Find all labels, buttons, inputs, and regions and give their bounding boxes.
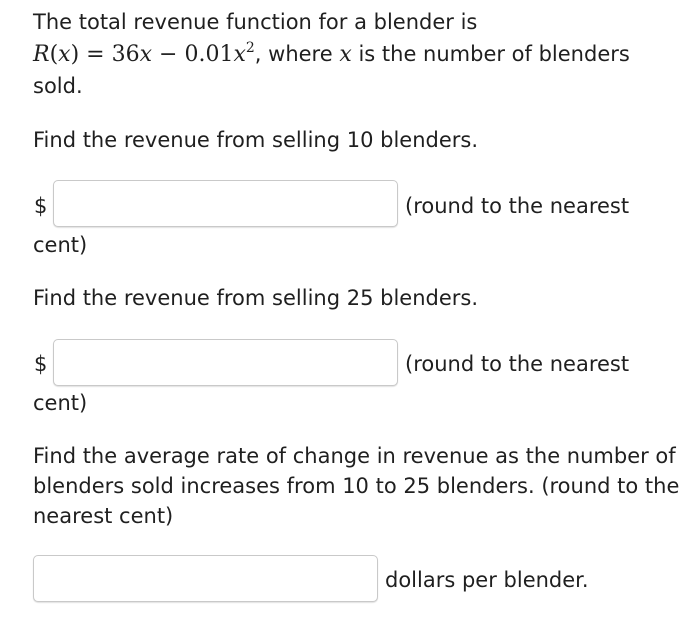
- q3-prompt-line-3: nearest cent): [33, 504, 174, 528]
- q3-prompt-line-1: Find the average rate of change in revenue as the number of: [33, 444, 676, 468]
- q1-rounding-hint-cont: cent): [33, 233, 88, 257]
- q2-rounding-hint: (round to the nearest: [405, 352, 630, 376]
- intro-line-2: $R(x) = 36x - 0.01x^2$, where x is the number of blenders: [33, 40, 630, 67]
- intro-line-1: The total revenue function for a blender is: [33, 10, 478, 34]
- intro-line-3: sold.: [33, 74, 83, 98]
- q3-unit-label: dollars per blender.: [385, 568, 589, 592]
- q3-prompt-line-2: blenders sold increases from 10 to 25 blenders. (round to the: [33, 474, 680, 498]
- q2-answer-input[interactable]: [53, 339, 398, 386]
- q2-currency-symbol: $: [34, 352, 48, 376]
- q2-rounding-hint-cont: cent): [33, 391, 88, 415]
- q2-prompt: Find the revenue from selling 25 blenders.: [33, 286, 479, 310]
- q3-answer-input[interactable]: [33, 555, 378, 602]
- revenue-equation: $R(x) = 36x - 0.01x^2$: [33, 40, 255, 67]
- q1-currency-symbol: $: [34, 194, 48, 218]
- q1-prompt: Find the revenue from selling 10 blenders.: [33, 128, 479, 152]
- q1-rounding-hint: (round to the nearest: [405, 194, 630, 218]
- q1-answer-input[interactable]: [53, 180, 398, 227]
- variable-x: x: [339, 42, 352, 67]
